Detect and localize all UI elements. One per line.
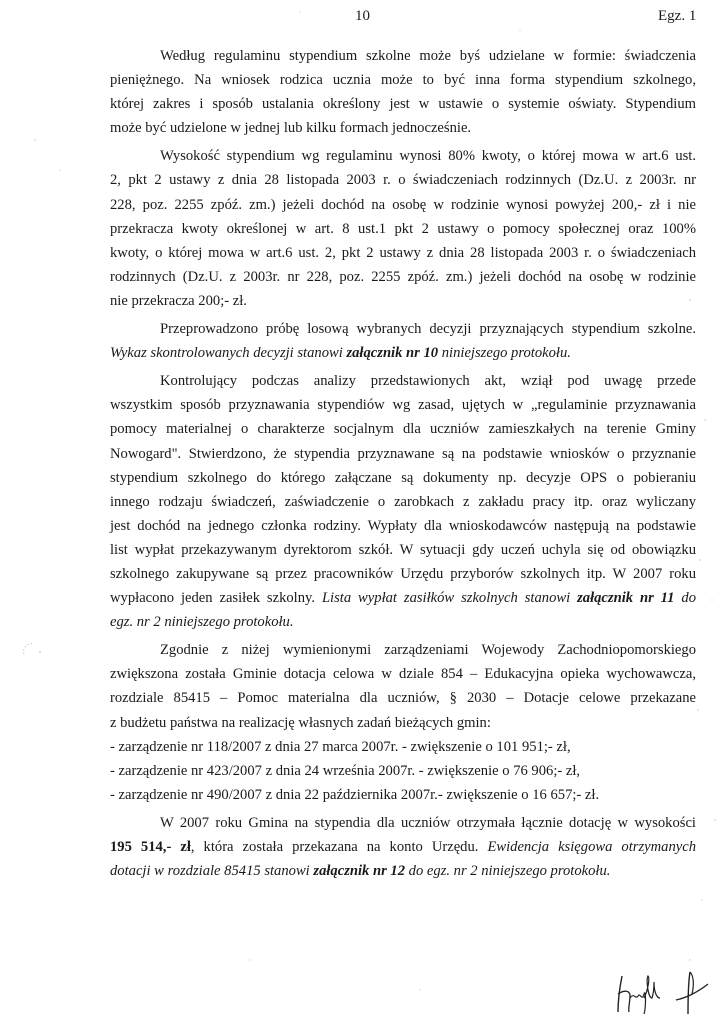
list-item: - zarządzenie nr 490/2007 z dnia 22 października 2007r.- zwiększenie o 16 657;- zł.	[110, 786, 600, 803]
text-line	[110, 586, 696, 610]
text-line: list wypłat przekazywanym dyrektorom szkół. W sytuacji gdy uczeń uchyla się od obowiązku	[110, 541, 696, 558]
text-line	[110, 859, 696, 883]
text-line: może być udzielone w jednej lub kilku formach jednocześnie.	[110, 120, 472, 137]
italic-text: do	[674, 590, 696, 607]
text-line: której zakres i sposób ustalania określony jest w ustawie o systemie oświaty. Stypendium	[110, 96, 696, 113]
text-line: wszystkim sposób przyznawania stypendiów wg zasad, ujętych w „regulaminie przyznawania	[110, 397, 696, 414]
page-header	[0, 8, 724, 28]
copy-label: Egz. 1	[658, 8, 697, 24]
list-item: - zarządzenie nr 118/2007 z dnia 27 marca 2007r. - zwiększenie o 101 951;- zł,	[110, 738, 571, 755]
text-line: Kontrolujący podczas analizy przedstawionych akt, wziął pod uwagę przede	[160, 373, 696, 390]
text-line	[110, 341, 696, 365]
text-line: Przeprowadzono próbę losową wybranych decyzji przyznających stypendium szkolne.	[160, 321, 696, 338]
text-line: zwiększona została Gminie dotacja celowa w dziale 854 – Edukacyjna opieka wychowawcza,	[110, 666, 696, 683]
text-line: pomocy materialnej o charakterze socjalnym dla uczniów zamieszkałych na terenie Gminy	[110, 421, 696, 438]
paragraph-analysis	[110, 369, 696, 634]
orders-list	[110, 735, 696, 807]
text-line: egz. nr 2 niniejszego protokołu.	[110, 614, 294, 631]
text-line: rodzinnych (Dz.U. z 2003r. nr 228, poz. 2255 zpóź. zm.) jeżeli dochód na osobę w rodzinie	[110, 268, 696, 285]
scan-mark-icon	[20, 640, 50, 660]
paragraph-orders-intro	[110, 638, 696, 734]
plain-text: , która została przekazana na konto Urzędu.	[190, 839, 488, 855]
italic-text: Ewidencja księgowa otrzymanych	[487, 839, 696, 855]
italic-text: niniejszego protokołu.	[438, 345, 571, 362]
italic-text: dotacji w rozdziale 85415 stanowi	[110, 863, 314, 880]
text-line: stypendium szkolnego do którego załączane są dokumenty np. decyzje OPS o pobieraniu	[110, 469, 696, 486]
text-line: W 2007 roku Gmina na stypendia dla uczniów otrzymała łącznie dotację w wysokości	[160, 814, 696, 831]
paragraph-random-sample	[110, 317, 696, 365]
text-line: z budżetu państwa na realizację własnych zadań bieżących gmin:	[110, 714, 491, 731]
text-line: nie przekracza 200;- zł.	[110, 292, 247, 309]
attachment-reference: załącznik nr 10	[346, 345, 439, 362]
text-line: Zgodnie z niżej wymienionymi zarządzeniami Wojewody Zachodniopomorskiego	[160, 642, 696, 659]
text-line	[110, 835, 696, 859]
text-line: Nowogard". Stwierdzono, że stypendia przyznawane są na podstawie wniosków o przyznanie	[110, 445, 696, 462]
attachment-reference: załącznik nr 12	[313, 863, 406, 880]
total-amount: 195 514,- zł	[110, 839, 191, 855]
text-line: kwoty, o której mowa w art.6 ust. 2, pkt 2 ustawy z dnia 28 listopada 2003 r. o świadczeniach	[110, 244, 696, 261]
text-line: innego rodzaju świadczeń, zaświadczenie o zarobkach z zakładu pracy itp. oraz wyliczany	[110, 493, 696, 510]
text-line: Według regulaminu stypendium szkolne może byś udzielane w formie: świadczenia	[160, 48, 696, 64]
signature-icon	[608, 968, 718, 1018]
paragraph-scholarship-amount	[110, 144, 696, 313]
text-line: jest dochód na jednego członka rodziny. Wypłaty dla wnioskodawców następują na podstawie	[110, 517, 696, 534]
text-line: przekracza kwoty określonej w art. 8 ust.1 pkt 2 ustawy o pomocy społecznej oraz 100%	[110, 220, 696, 237]
text-line: 228, poz. 2255 zpóź. zm.) jeżeli dochód na osobę w rodzinie wynosi powyżej 200,- zł i nie	[110, 196, 696, 213]
text-line: pieniężnego. Na wniosek rodzica ucznia może to być inna forma stypendium szkolnego,	[110, 72, 696, 89]
list-item: - zarządzenie nr 423/2007 z dnia 24 września 2007r. - zwiększenie o 76 906;- zł,	[110, 762, 581, 779]
text-line: Wysokość stypendium wg regulaminu wynosi 80% kwoty, o której mowa w art.6 ust.	[160, 148, 696, 165]
document-body	[110, 44, 696, 883]
italic-text: do egz. nr 2 niniejszego protokołu.	[405, 863, 611, 880]
paragraph-total-grant	[110, 811, 696, 883]
attachment-reference: załącznik nr 11	[577, 590, 675, 607]
italic-text: Wykaz skontrolowanych decyzji stanowi	[110, 345, 347, 362]
text-line: szkolnego zakupywane są przez pracowników Urzędu przyborów szkolnych itp. W 2007 roku	[110, 565, 696, 582]
plain-text: wypłacono jeden zasiłek szkolny.	[110, 590, 322, 607]
text-line: 2, pkt 2 ustawy z dnia 28 listopada 2003 r. o świadczeniach rodzinnych (Dz.U. z 2003r. nr	[110, 172, 696, 189]
paragraph-scholarship-forms	[110, 44, 696, 140]
page-number: 10	[355, 8, 370, 24]
italic-text: Lista wypłat zasiłków szkolnych stanowi	[321, 590, 578, 607]
text-line: rozdziale 85415 – Pomoc materialna dla uczniów, § 2030 – Dotacje celowe przekazane	[110, 690, 696, 707]
